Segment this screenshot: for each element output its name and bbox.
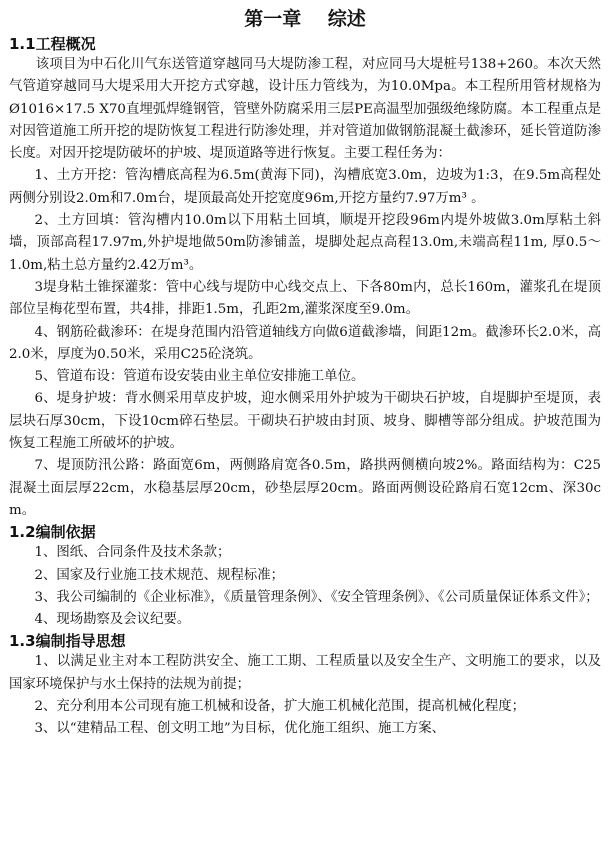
guideline-item-1: 1、以满足业主对本工程防洪安全、施工工期、工程质量以及安全生产、文明施工的要求，以及国家环境保护与水土保持的法规为前提； [9, 654, 601, 692]
task-earthwork-excavation: 1、土方开挖：管沟槽底高程为6.5m(黄海下同)，沟槽底宽3.0m，边坡为1:3，在9.5m高程处两侧分别设2.0m和7.0m台，堤顶最高处开挖宽度96m,开挖方量约7.97万m³ 。 [9, 168, 601, 206]
task-cutoff-ring: 4、钢筋砼截渗环：在堤身范围内沿管道轴线方向做6道截渗墙，间距12m。截渗环长2.0米，高2.0米，厚度为0.50米，采用C25砼浇筑。 [9, 324, 601, 362]
task-slope-protection: 6、堤身护坡：背水侧采用草皮护坡，迎水侧采用外护坡为干砌块石护坡，自堤脚护至堤顶，表层块石厚30cm，下设10cm碎石垫层。干砌块石护坡由封顶、坡身、脚槽等部分组成。护坡范围为恢复工程施工所破坏的护坡。 [9, 391, 601, 452]
guideline-item-3: 3、以“建精品工程、创文明工地”为目标，优化施工组织、施工方案、 [34, 721, 445, 737]
section-heading-1-3: 1.3编制指导思想 [9, 632, 126, 651]
project-overview-paragraph: 该项目为中石化川气东送管道穿越同马大堤防渗工程，对应同马大堤桩号138+260。本次天然气管道穿越同马大堤采用大开挖方式穿越，设计压力管线为，为10.0Mpa。本工程所用管材规格为Ø1016×17.5 X70直埋弧焊缝钢管，管壁外防腐采用三层PE高温型加强级绝缘防腐。本工程重点是对因管道施工所开挖的堤防恢复工程进行防渗处理，并对管道加做钢筋混凝土截渗环，延长管道防渗长度。对因开挖堤防破坏的护坡、堤顶道路等进行恢复。主要工程任务为： [9, 57, 601, 162]
chapter-title: 第一章 综述 [244, 8, 366, 30]
section-heading-1-1: 1.1工程概况 [9, 35, 96, 53]
task-earthwork-backfill: 2、土方回填：管沟槽内10.0m以下用粘土回填，顺堤开挖段96m内堤外坡做3.0m厚粘土斜墙，顶部高程17.97m,外护堤地做50m防渗铺盖，堤脚处起点高程13.0m,未端高程11m, 厚0.5～1.0m,粘土总方量约2.42万m³。 [9, 213, 601, 273]
basis-item-4: 4、现场勘察及会议纪要。 [34, 612, 191, 628]
basis-item-2: 2、国家及行业施工技术规范、规程标准； [34, 567, 285, 583]
guideline-item-2: 2、充分利用本公司现有施工机械和设备，扩大施工机械化范围，提高机械化程度； [34, 699, 526, 715]
section-heading-1-2: 1.2编制依据 [9, 523, 96, 542]
task-clay-grouting: 3堤身粘土锥探灌浆：管中心线与堤防中心线交点上、下各80m内，总长160m，灌浆孔在堤顶部位呈梅花型布置，共4排，排距1.5m，孔距2m,灌浆深度至9.0m。 [9, 279, 601, 318]
task-flood-road: 7、堤顶防汛公路：路面宽6m，两侧路肩宽各0.5m，路拱两侧横向坡2%。路面结构为：C25混凝土面层厚22cm，水稳基层厚20cm，砂垫层厚20cm。路面两侧设砼路肩石宽12cm、深30cm。 [9, 458, 601, 518]
task-pipe-laying: 5、管道布设：管道布设安装由业主单位安排施工单位。 [34, 369, 365, 385]
basis-item-1: 1、图纸、合同条件及技术条款； [34, 545, 231, 561]
basis-item-3: 3、我公司编制的《企业标准》，《质量管理条例》、《安全管理条例》、《公司质量保证体系文件》； [34, 589, 599, 605]
